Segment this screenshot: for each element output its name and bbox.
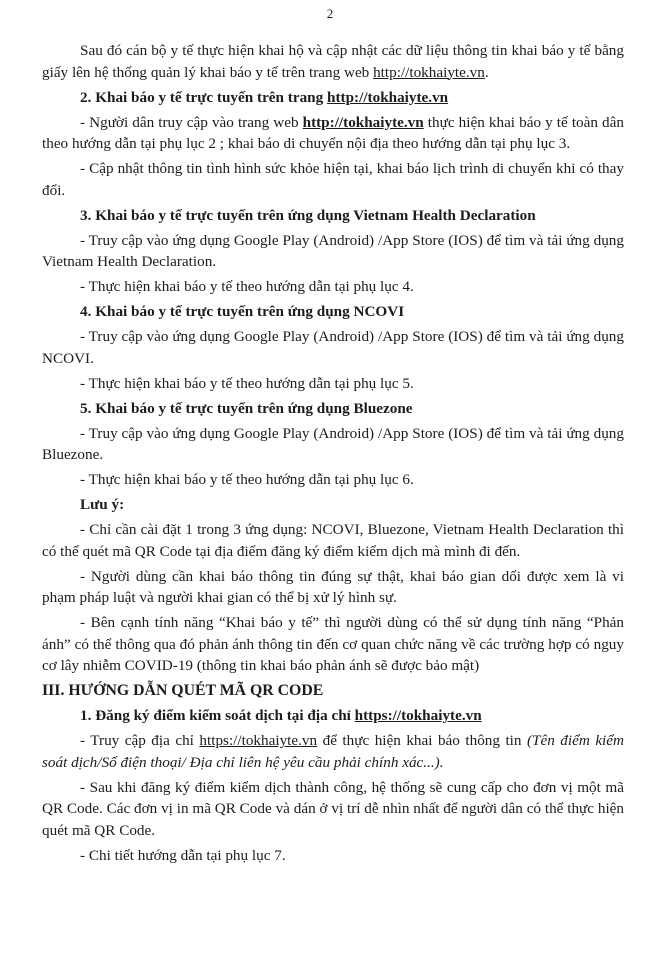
heading-register-checkpoint (42, 705, 624, 727)
heading-note: Lưu ý: (80, 496, 125, 513)
heading-ncovi-app: 4. Khai báo y tế trực tuyến trên ứng dụng NCOVI (80, 303, 405, 320)
page-number: 2 (326, 6, 334, 21)
paragraph-ncovi-guide: - Thực hiện khai báo y tế theo hướng dẫn tại phụ lục 5. (80, 374, 414, 392)
document-body (42, 40, 624, 866)
paragraph-vhd-download: - Truy cập vào ứng dụng Google Play (Android) /App Store (IOS) để tìm và tải ứng dụng Vietnam Health Declaration. (42, 231, 624, 270)
paragraph-text: thực hiện khai báo y tế toàn dân theo hướng dẫn tại phụ lục 2 ; khai báo di chuyển nội địa theo hướng dẫn tại phụ lục 3. (42, 113, 624, 152)
paragraph-ncovi-download: - Truy cập vào ứng dụng Google Play (Android) /App Store (IOS) để tìm và tải ứng dụng NCOVI. (42, 328, 624, 367)
paragraph-vhd-guide: - Thực hiện khai báo y tế theo hướng dẫn tại phụ lục 4. (80, 278, 414, 295)
section-heading-qr: III. HƯỚNG DẪN QUÉT MÃ QR CODE (42, 682, 324, 699)
paragraph-qr-issued: - Sau khi đăng ký điểm kiểm dịch thành công, hệ thống sẽ cung cấp cho đơn vị một mã QR Code. Các đơn vị in mã QR Code và dán ở vị trí dễ nhìn nhất để người dân có thể thực hiện quét mã QR Code. (42, 778, 624, 839)
paragraph-note-install: - Chỉ cần cài đặt 1 trong 3 ứng dụng: NCOVI, Bluezone, Vietnam Health Declaration thì có thể quét mã QR Code tại địa điểm đăng ký điểm kiểm dịch mà mình đi đến. (42, 521, 624, 560)
tokhaiyte-https-link[interactable]: https://tokhaiyte.vn (354, 707, 482, 724)
paragraph-text: Sau đó cán bộ y tế thực hiện khai hộ và cập nhật các dữ liệu thông tin khai báo y tế bằng giấy lên hệ thống quản lý khai báo y tế trên trang web (42, 42, 624, 81)
paragraph-note-truthful: - Người dùng cần khai báo thông tin đúng sự thật, khai báo gian dối được xem là vi phạm pháp luật và người khai gian có thể bị xử lý hình sự. (42, 567, 624, 606)
paragraph-text: - Người dân truy cập vào trang web (80, 113, 303, 131)
heading-vhd-app: 3. Khai báo y tế trực tuyến trên ứng dụng Vietnam Health Declaration (80, 206, 536, 224)
paragraph-website-access (42, 112, 624, 155)
heading-bluezone-app: 5. Khai báo y tế trực tuyến trên ứng dụng Bluezone (80, 399, 413, 417)
paragraph-note-feedback: - Bên cạnh tính năng “Khai báo y tế” thì người dùng có thể sử dụng tính năng “Phản ánh” có thể thông qua đó phản ánh thông tin đến cơ quan chức năng về các trường hợp có nguy cơ lây nhiễm COVID-19 (thông tin khai báo phản ánh sẽ được bảo mật) (42, 614, 624, 674)
paragraph-bluezone-guide: - Thực hiện khai báo y tế theo hướng dẫn tại phụ lục 6. (80, 471, 414, 488)
heading-text: 2. Khai báo y tế trực tuyến trên trang (80, 88, 328, 106)
paragraph-bluezone-download: - Truy cập vào ứng dụng Google Play (Android) /App Store (IOS) để tìm và tải ứng dụng Bluezone. (42, 424, 624, 463)
paragraph-text: để thực hiện khai báo thông tin (317, 732, 527, 749)
paragraph-manual-entry (42, 40, 624, 83)
paragraph-update-health: - Cập nhật thông tin tình hình sức khỏe hiện tại, khai báo lịch trình di chuyển khi có thay đổi. (42, 160, 624, 199)
heading-text: 1. Đăng ký điểm kiểm soát dịch tại địa chỉ (80, 707, 355, 724)
paragraph-access-address (42, 730, 624, 773)
heading-online-website (42, 87, 624, 109)
paragraph-text: - Truy cập địa chỉ (80, 732, 200, 749)
tokhaiyte-link[interactable]: http://tokhaiyte.vn (327, 88, 449, 106)
tokhaiyte-link[interactable]: http://tokhaiyte.vn (302, 113, 424, 131)
paragraph-italic-note: (Tên điểm kiểm soát dịch/Số điện thoại/ Địa chỉ liên hệ yêu cầu phải chính xác...). (42, 732, 624, 771)
tokhaiyte-https-link[interactable]: https://tokhaiyte.vn (199, 732, 318, 749)
tokhaiyte-link[interactable]: http://tokhaiyte.vn (373, 63, 485, 81)
paragraph-text: . (484, 63, 489, 81)
paragraph-detail-guide: - Chi tiết hướng dẫn tại phụ lục 7. (80, 846, 286, 864)
